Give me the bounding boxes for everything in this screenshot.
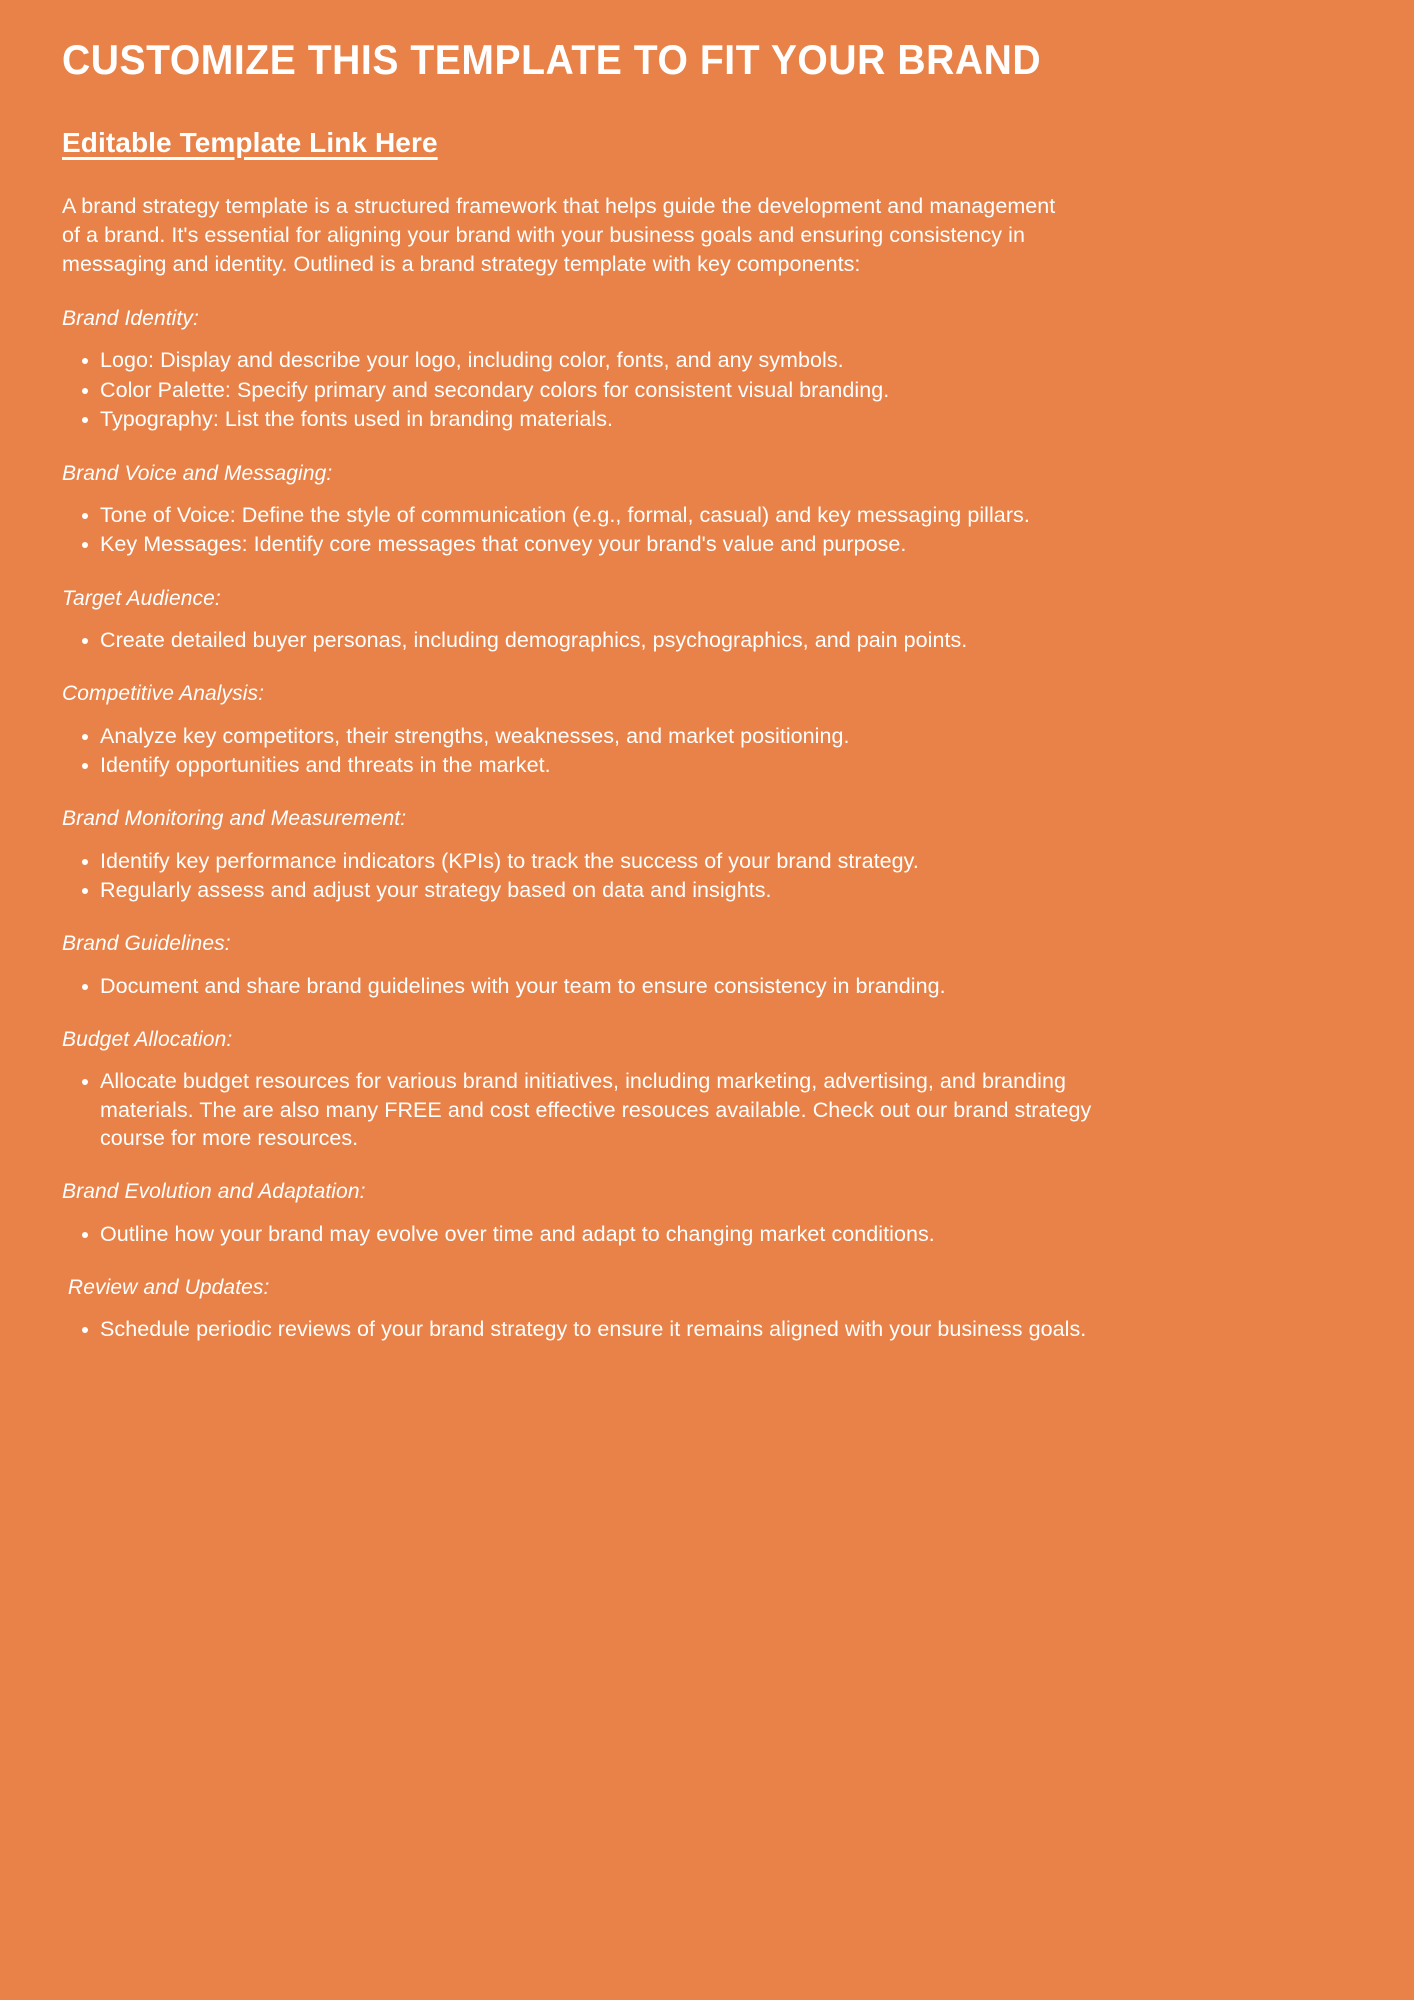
list-item: Logo: Display and describe your logo, including color, fonts, and any symbols. xyxy=(62,346,1092,374)
sections-container xyxy=(62,305,1354,1344)
list-item: Create detailed buyer personas, including demographics, psychographics, and pain points. xyxy=(62,626,1092,654)
section-heading: Brand Monitoring and Measurement: xyxy=(62,807,407,831)
section-heading: Competitive Analysis: xyxy=(62,682,265,706)
list-item: Analyze key competitors, their strengths, weaknesses, and market positioning. xyxy=(62,722,1092,750)
intro-paragraph: A brand strategy template is a structured framework that helps guide the development and management of a brand. It's essential for aligning your brand with your business goals and ensuring consistency in messaging and identity. Outlined is a brand strategy template with key components: xyxy=(62,194,1056,277)
section-heading: Budget Allocation: xyxy=(62,1027,233,1051)
section-heading: Brand Guidelines: xyxy=(62,932,231,956)
content-section xyxy=(62,680,1354,779)
bullet-list xyxy=(62,1067,1354,1152)
list-item: Key Messages: Identify core messages that convey your brand's value and purpose. xyxy=(62,530,1092,558)
section-heading: Review and Updates: xyxy=(62,1276,270,1300)
list-item: Identify opportunities and threats in the market. xyxy=(62,751,1092,779)
content-section xyxy=(62,930,1354,1000)
bullet-list xyxy=(62,1315,1354,1343)
bullet-list xyxy=(62,1220,1354,1248)
list-item: Tone of Voice: Define the style of communication (e.g., formal, casual) and key messaging pillars. xyxy=(62,501,1092,529)
bullet-list xyxy=(62,501,1354,559)
bullet-list xyxy=(62,346,1354,433)
section-heading: Brand Voice and Messaging: xyxy=(62,461,333,485)
list-item: Schedule periodic reviews of your brand strategy to ensure it remains aligned with your business goals. xyxy=(62,1315,1092,1343)
bullet-list xyxy=(62,972,1354,1000)
list-item: Outline how your brand may evolve over time and adapt to changing market conditions. xyxy=(62,1220,1092,1248)
section-heading: Brand Evolution and Adaptation: xyxy=(62,1180,366,1204)
bullet-list xyxy=(62,626,1354,654)
list-item: Color Palette: Specify primary and secondary colors for consistent visual branding. xyxy=(62,376,1092,404)
list-item: Typography: List the fonts used in branding materials. xyxy=(62,405,1092,433)
list-item: Allocate budget resources for various brand initiatives, including marketing, advertising, and branding materials. The are also many FREE and cost effective resouces available. Check out our brand strategy course for more resources. xyxy=(62,1067,1092,1152)
content-section xyxy=(62,805,1354,904)
content-section xyxy=(62,1274,1354,1344)
bullet-list xyxy=(62,847,1354,905)
section-heading: Brand Identity: xyxy=(62,307,199,331)
content-section xyxy=(62,305,1354,433)
content-section xyxy=(62,1178,1354,1248)
editable-template-link[interactable]: Editable Template Link Here xyxy=(62,127,438,159)
content-section xyxy=(62,1026,1354,1152)
content-section xyxy=(62,585,1354,655)
list-item: Identify key performance indicators (KPIs) to track the success of your brand strategy. xyxy=(62,847,1092,875)
list-item: Document and share brand guidelines with your team to ensure consistency in branding. xyxy=(62,972,1092,1000)
bullet-list xyxy=(62,722,1354,780)
editable-template-link-row xyxy=(62,127,1354,159)
section-heading: Target Audience: xyxy=(62,586,221,610)
page-title: CUSTOMIZE THIS TEMPLATE TO FIT YOUR BRAND xyxy=(62,36,1042,83)
content-section xyxy=(62,460,1354,559)
list-item: Regularly assess and adjust your strategy based on data and insights. xyxy=(62,876,1092,904)
